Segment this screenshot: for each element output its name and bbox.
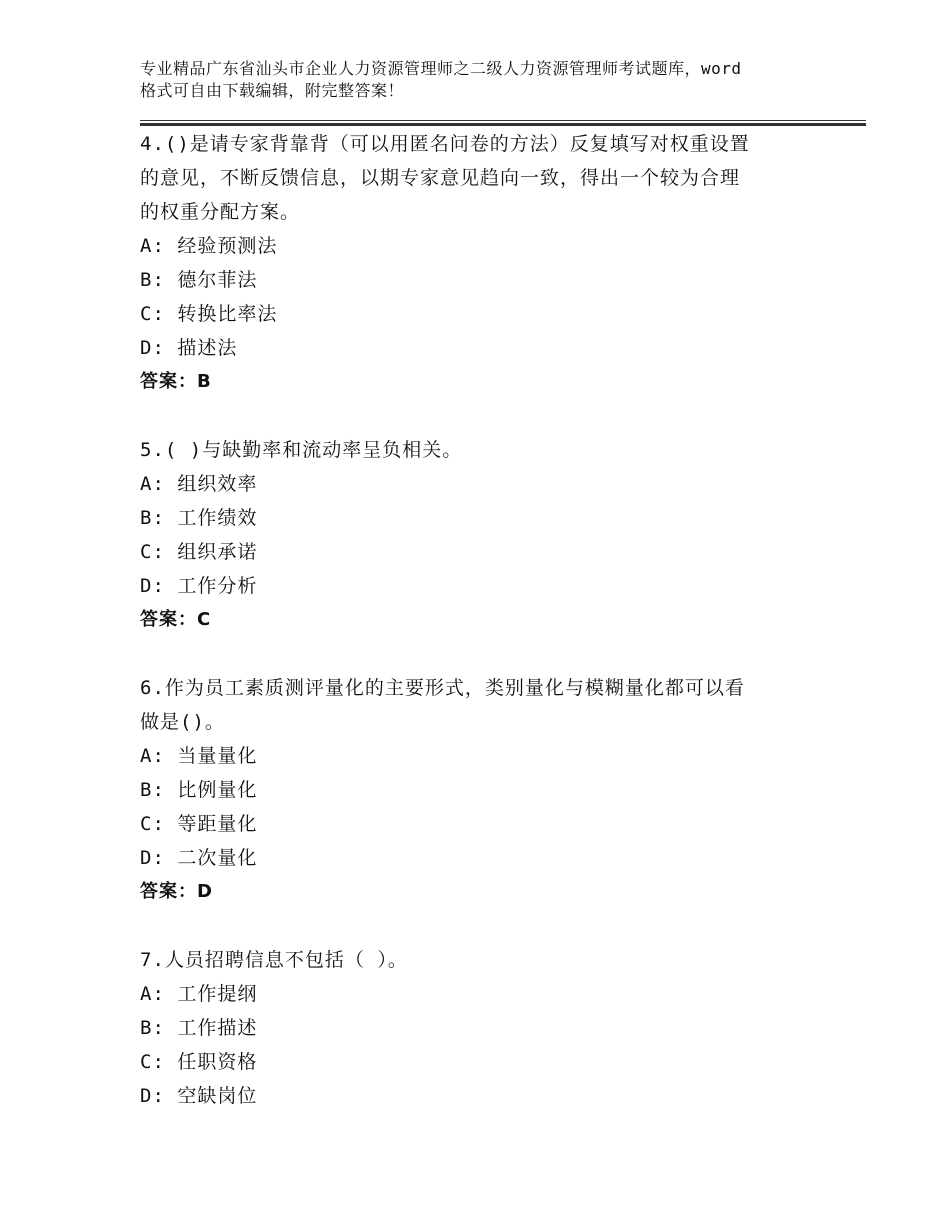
option-b: B: 工作绩效 [140,507,258,529]
answer-line: 答案：B [140,371,212,392]
question-stem-line: 4.()是请专家背靠背（可以用匿名问卷的方法）反复填写对权重设置 [140,133,750,155]
option-c: C: 等距量化 [140,813,258,835]
option-d: D: 描述法 [140,337,238,359]
question-list [140,127,840,1113]
question-stem-line: 的权重分配方案。 [140,201,301,223]
option-d: D: 二次量化 [140,847,258,869]
question-4 [140,127,840,399]
answer-line: 答案：C [140,609,212,630]
option-b: B: 德尔菲法 [140,269,258,291]
header-line-1: 专业精品广东省汕头市企业人力资源管理师之二级人力资源管理师考试题库，word [140,59,742,78]
header-divider-thin [140,120,866,121]
question-stem-line: 7.人员招聘信息不包括（ ）。 [140,949,408,971]
option-a: A: 经验预测法 [140,235,278,257]
question-stem-line: 的意见，不断反馈信息，以期专家意见趋向一致，得出一个较为合理 [140,167,741,189]
option-b: B: 工作描述 [140,1017,258,1039]
option-a: A: 工作提纲 [140,983,258,1005]
option-c: C: 转换比率法 [140,303,278,325]
document-header [140,58,830,102]
question-6 [140,671,840,909]
question-stem-line: 做是()。 [140,711,225,733]
question-7 [140,943,840,1113]
option-d: D: 工作分析 [140,575,258,597]
option-d: D: 空缺岗位 [140,1085,258,1107]
option-b: B: 比例量化 [140,779,258,801]
option-a: A: 组织效率 [140,473,258,495]
question-stem-line: 6.作为员工素质测评量化的主要形式，类别量化与模糊量化都可以看 [140,677,745,699]
option-c: C: 任职资格 [140,1051,258,1073]
header-divider-thick [140,123,866,126]
answer-line: 答案：D [140,881,213,902]
question-5 [140,433,840,637]
header-line-2: 格式可自由下载编辑，附完整答案！ [140,81,405,100]
option-a: A: 当量量化 [140,745,258,767]
option-c: C: 组织承诺 [140,541,258,563]
question-stem-line: 5.( )与缺勤率和流动率呈负相关。 [140,439,463,461]
